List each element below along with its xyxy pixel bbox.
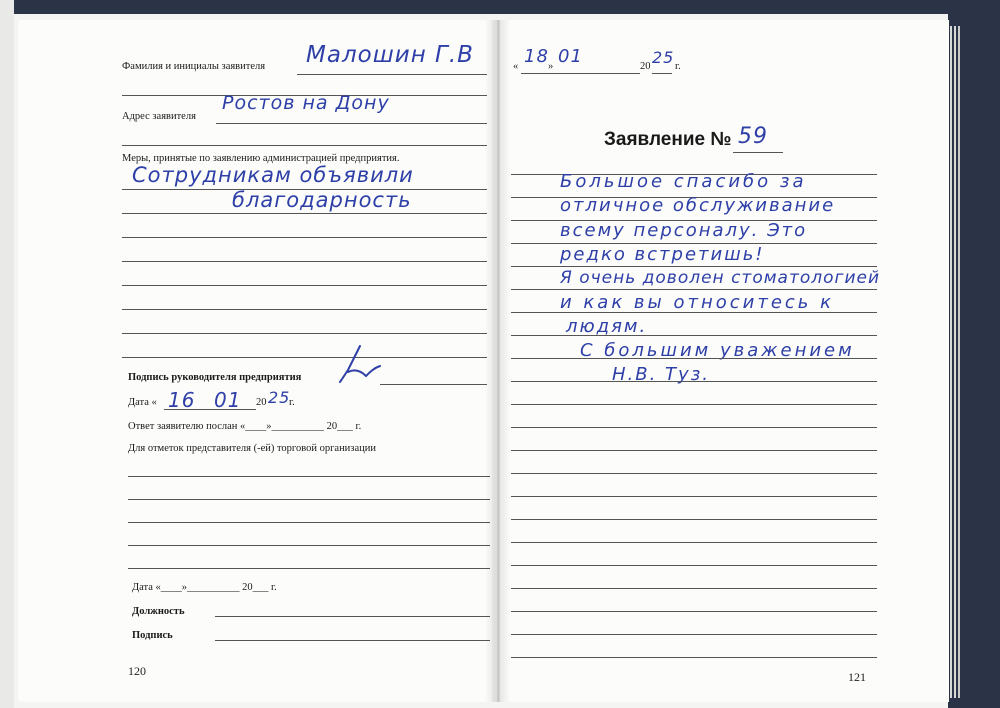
date-year-prefix: 20 <box>256 397 267 408</box>
rule-line <box>511 565 877 566</box>
statement-text-line-7: людям. <box>566 316 648 337</box>
signature-label: Подпись <box>132 630 173 641</box>
rule-line <box>652 73 672 74</box>
rule-line <box>380 384 487 385</box>
rule-line <box>216 123 487 124</box>
date-year-handwritten: 25 <box>268 388 291 407</box>
right-date-year-handwritten: 25 <box>652 48 675 67</box>
rule-line <box>511 427 877 428</box>
measures-handwritten-line2: благодарность <box>232 188 412 212</box>
statement-title: Заявление № <box>604 129 732 150</box>
statement-text-line-8: С большим уважением <box>580 340 855 361</box>
rule-line <box>122 309 487 310</box>
rule-line <box>128 545 490 546</box>
right-date-open: « <box>513 61 519 72</box>
date-day-handwritten: 16 <box>168 388 196 412</box>
head-signature-mark <box>334 342 386 388</box>
rule-line <box>128 522 490 523</box>
date-suffix: г. <box>289 397 295 408</box>
rule-line <box>511 404 877 405</box>
rule-line <box>164 409 256 410</box>
date-month-handwritten: 01 <box>214 388 242 412</box>
rep-notes-label: Для отметок представителя (-ей) торговой организации <box>128 443 376 454</box>
rep-date-label: Дата «____»__________ 20___ г. <box>132 582 277 593</box>
rule-line <box>215 616 490 617</box>
rule-line <box>511 266 877 267</box>
rule-line <box>122 357 487 358</box>
statement-text-line-4: редко встретишь! <box>560 244 765 265</box>
rule-line <box>128 476 490 477</box>
rule-line <box>511 611 877 612</box>
right-date-mid: » <box>548 61 554 72</box>
rule-line <box>122 333 487 334</box>
book-gutter-shadow <box>485 20 511 702</box>
right-date-month-handwritten: 01 <box>558 46 583 67</box>
page-edge <box>954 26 956 698</box>
rule-line <box>511 450 877 451</box>
rule-line <box>122 213 487 214</box>
rule-line <box>511 634 877 635</box>
rule-line <box>511 519 877 520</box>
statement-text-line-9: Н.В. Туз. <box>612 364 710 385</box>
statement-text-line-2: отличное обслуживание <box>560 195 836 216</box>
rule-line <box>215 640 490 641</box>
reply-sent-label: Ответ заявителю послан «____»__________ 20___ г. <box>128 421 362 432</box>
right-date-suffix: г. <box>675 61 681 72</box>
right-page <box>499 20 949 702</box>
rule-line <box>511 358 877 359</box>
rule-line <box>122 261 487 262</box>
cover-top <box>0 0 1000 14</box>
address-handwritten: Ростов на Дону <box>222 92 390 114</box>
scan-margin-left <box>0 0 14 708</box>
right-date-year-prefix: 20 <box>640 61 651 72</box>
rule-line <box>521 73 640 74</box>
page-edge <box>958 26 960 698</box>
position-label: Должность <box>132 606 185 617</box>
rule-line <box>122 285 487 286</box>
rule-line <box>733 152 783 153</box>
date-label: Дата « <box>128 397 157 408</box>
address-label: Адрес заявителя <box>122 111 196 122</box>
rule-line <box>511 588 877 589</box>
rule-line <box>128 499 490 500</box>
rule-line <box>511 542 877 543</box>
rule-line <box>122 145 487 146</box>
measures-label: Меры, принятые по заявлению администрацией предприятия. <box>122 153 400 164</box>
measures-handwritten-line1: Сотрудникам объявили <box>132 163 414 187</box>
rule-line <box>511 289 877 290</box>
rule-line <box>122 237 487 238</box>
page-number-left: 120 <box>128 664 146 678</box>
statement-text-line-1: Большое спасибо за <box>560 171 807 192</box>
applicant-name-handwritten: Малошин Г.В <box>306 42 474 68</box>
rule-line <box>511 473 877 474</box>
rule-line <box>128 568 490 569</box>
page-edge <box>950 26 952 698</box>
rule-line <box>511 335 877 336</box>
rule-line <box>511 496 877 497</box>
statement-text-line-6: и как вы относитесь к <box>560 292 834 313</box>
rule-line <box>297 74 487 75</box>
rule-line <box>511 381 877 382</box>
right-date-day-handwritten: 18 <box>524 46 549 67</box>
statement-number-handwritten: 59 <box>738 124 768 149</box>
applicant-name-label: Фамилия и инициалы заявителя <box>122 61 266 72</box>
page-number-right: 121 <box>848 670 866 684</box>
head-signature-label: Подпись руководителя предприятия <box>128 372 302 383</box>
statement-text-line-3: всему персоналу. Это <box>560 220 808 241</box>
statement-text-line-5: Я очень доволен стоматологией <box>560 268 881 288</box>
rule-line <box>511 312 877 313</box>
rule-line <box>511 657 877 658</box>
